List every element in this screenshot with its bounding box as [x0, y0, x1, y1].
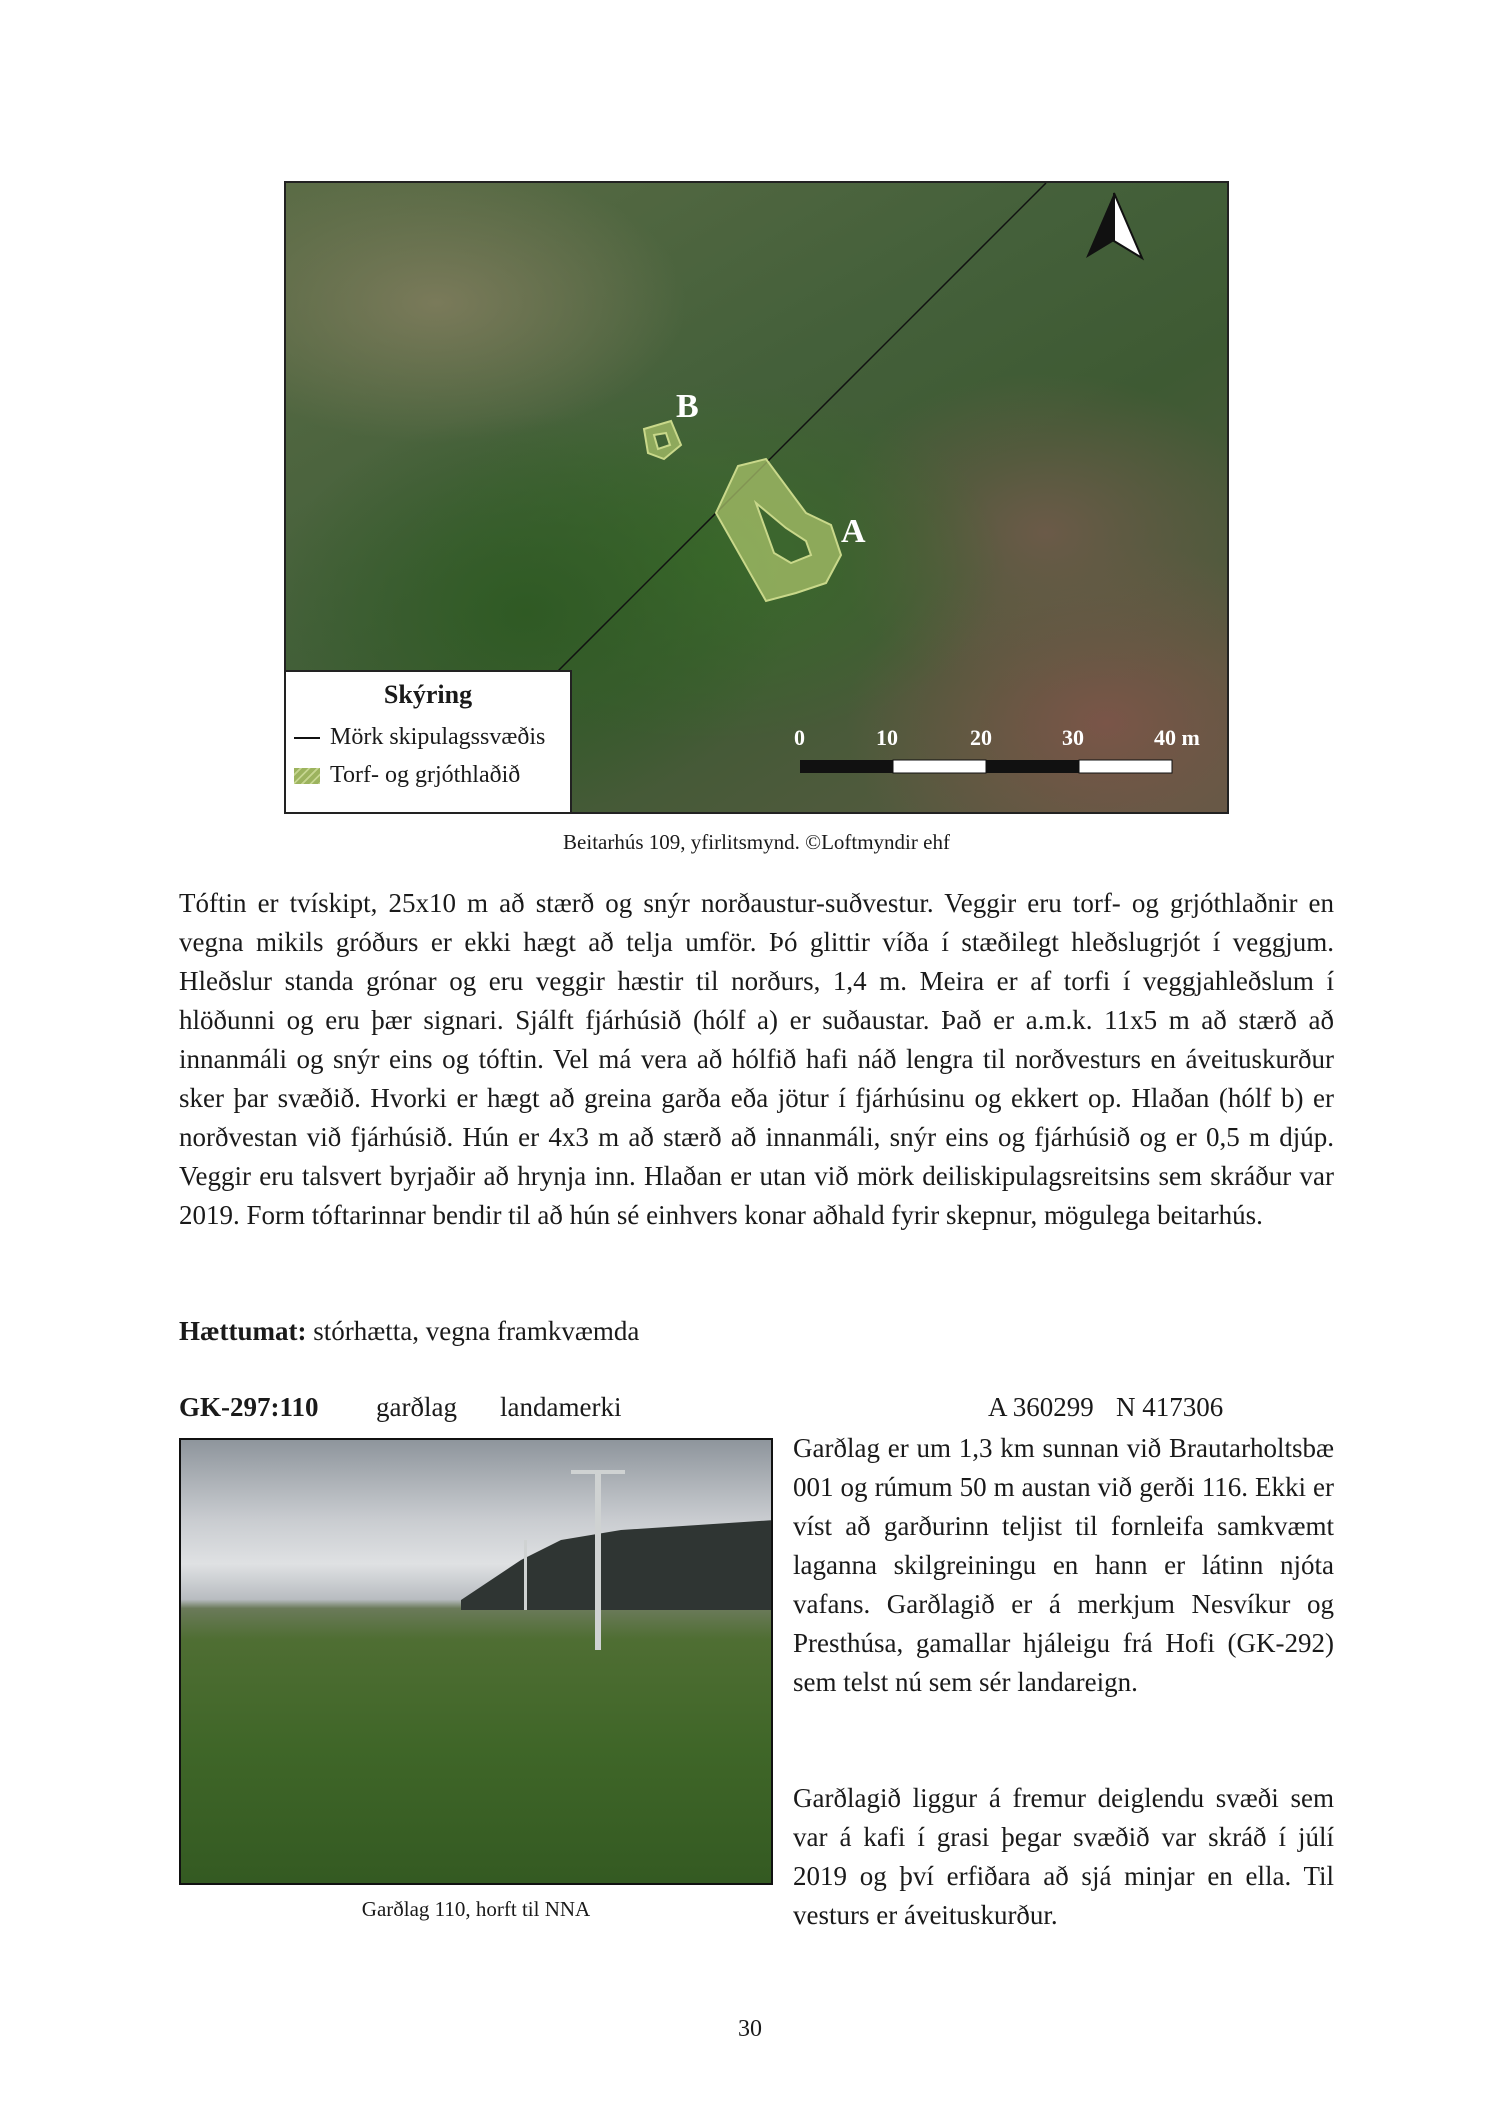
- scale-label-20: 20: [970, 725, 992, 750]
- entry-type: garðlag: [376, 1392, 457, 1422]
- scale-label-10: 10: [876, 725, 898, 750]
- scale-label-0: 0: [794, 725, 805, 750]
- aerial-map: [284, 181, 1229, 814]
- coord-a: A 360299: [988, 1392, 1094, 1422]
- entry-text-1: Garðlag er um 1,3 km sunnan við Brautarholtsbæ 001 og rúmum 50 m austan við gerði 116. Ekki er víst að garðurinn teljist til fornleifa samkvæmt laganna skilgreiningu en hann er látinn njóta vafans. Garðlagið er á merkjum Nesvíkur og Presthúsa, gamallar hjáleigu frá Hofi (GK-292) sem telst nú sem sér landareign.: [793, 1433, 1334, 1697]
- photo-caption: Garðlag 110, horft til NNA: [361, 1897, 591, 1921]
- map-caption: Beitarhús 109, yfirlitsmynd. ©Loftmyndir ehf: [563, 830, 950, 854]
- page-number: 30: [738, 2016, 762, 2042]
- structure-b: [644, 421, 681, 459]
- risk-label: Hættumat:: [179, 1316, 307, 1346]
- scale-label-30: 30: [1062, 725, 1084, 750]
- entry-function: landamerki: [500, 1392, 622, 1422]
- scale-bar: [800, 760, 1172, 773]
- structure-a: [716, 459, 841, 601]
- legend-item-boundary: [294, 724, 545, 751]
- legend-item-wall: [294, 762, 520, 789]
- scale-label-40: 40 m: [1154, 725, 1200, 750]
- line-swatch-icon: [294, 737, 320, 739]
- hatch-swatch-icon: [294, 768, 320, 784]
- legend-label: Torf- og grjóthlaðið: [330, 762, 521, 788]
- description-paragraph: Tóftin er tvískipt, 25x10 m að stærð og snýr norðaustur-suðvestur. Veggir eru torf- og grjóthlaðnir en vegna mikils gróðurs er ekki hægt að telja umför. Þó glittir víða í stæðilegt hleðslugrjót í veggjum. Hleðslur standa grónar og eru veggir hæstir til norðurs, 1,4 m. Meira er af torfi í veggjahleðslum í hlöðunni og eru þær signari. Sjálft fjárhúsið (hólf a) er suðaustar. Það er a.m.k. 11x5 m að stærð að innanmáli og snýr eins og tóftin. Vel má vera að hólfið hafi náð lengra til norðvesturs en áveituskurður sker þar svæðið. Hvorki er hægt að greina garða eða jötur í fjárhúsinu og ekkert op. Hlaðan (hólf b) er norðvestan við fjárhúsið. Hún er 4x3 m að stærð að innanmáli, snýr eins og fjárhúsið og er 0,5 m djúp. Veggir eru talsvert byrjaðir að hrynja inn. Hlaðan er utan við mörk deiliskipulagsreitsins sem skráður var 2019. Form tóftarinnar bendir til að hún sé einhvers konar aðhald fyrir skepnur, mögulega beitarhús.: [179, 888, 1334, 1230]
- entry-text-2: Garðlagið liggur á fremur deiglendu svæði sem var á kafi í grasi þegar svæðið var skráð í júlí 2019 og því erfiðara að sjá minjar en ella. Til vesturs er áveituskurður.: [793, 1783, 1334, 1930]
- north-arrow-icon: [1086, 193, 1142, 258]
- label-a: A: [841, 513, 866, 550]
- risk-assessment: [179, 1312, 639, 1351]
- photo-scene: [181, 1440, 773, 1885]
- legend-title: Skýring: [383, 680, 473, 709]
- plan-boundary-line: [546, 183, 1046, 683]
- coord-n: N 417306: [1116, 1392, 1224, 1422]
- map-legend: [286, 670, 572, 812]
- label-b: B: [676, 388, 699, 425]
- field-photo: [179, 1438, 773, 1885]
- legend-label: Mörk skipulagssvæðis: [330, 724, 546, 750]
- entry-id: GK-297:110: [179, 1392, 319, 1422]
- risk-value: stórhætta, vegna framkvæmda: [306, 1316, 640, 1346]
